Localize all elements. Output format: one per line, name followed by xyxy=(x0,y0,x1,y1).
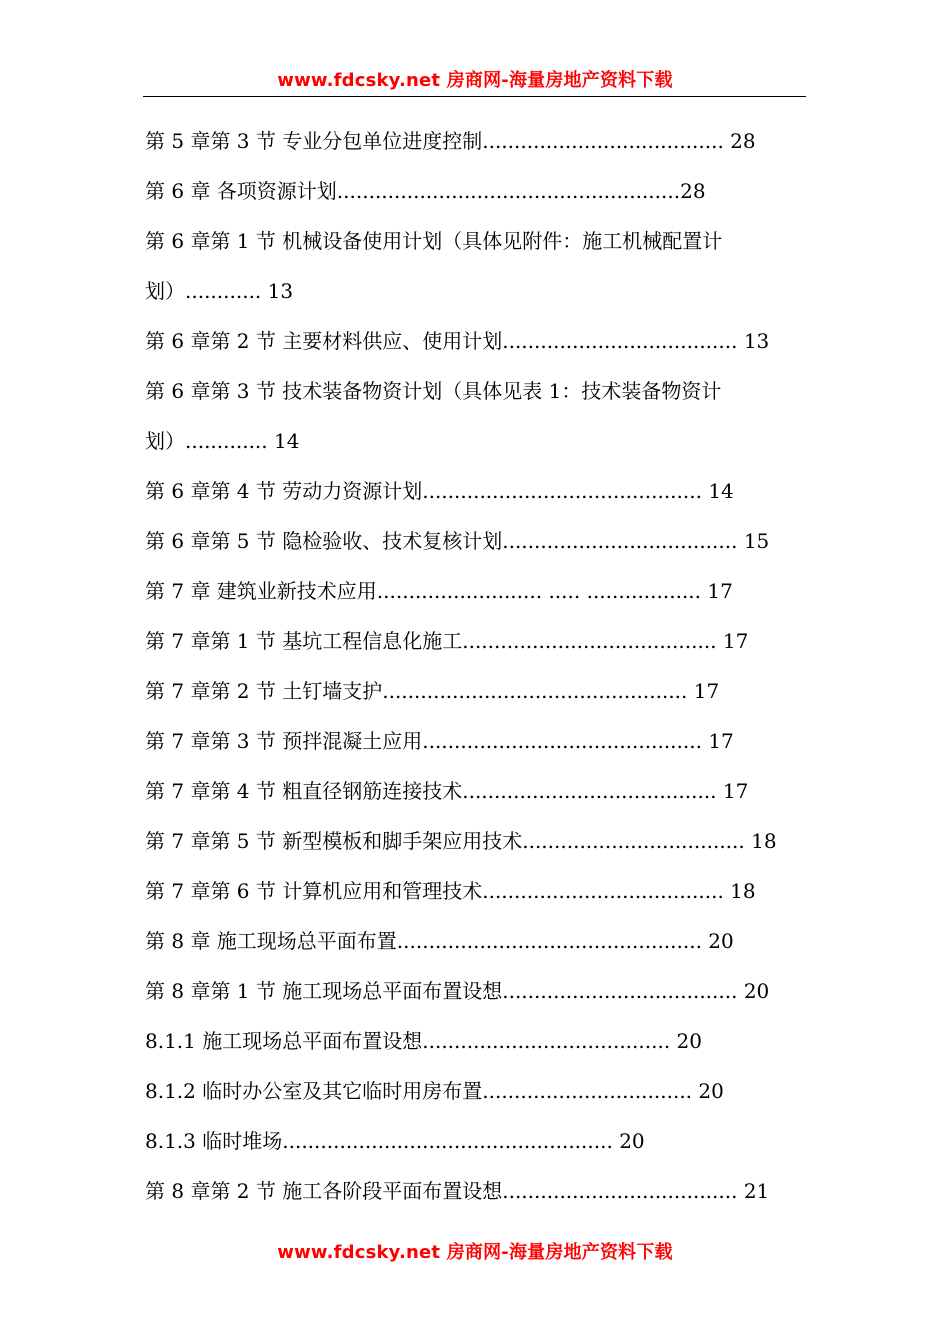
header-divider xyxy=(143,96,806,97)
toc-entry: 第 6 章第 4 节 劳动力资源计划............................................ 14 xyxy=(145,479,734,503)
toc-entry: 划）............. 14 xyxy=(145,429,300,453)
toc-entry: 第 6 章第 1 节 机械设备使用计划（具体见附件：施工机械配置计 xyxy=(145,229,723,253)
toc-entry: 第 5 章第 3 节 专业分包单位进度控制...................................... 28 xyxy=(145,129,756,153)
toc-entry: 第 7 章第 3 节 预拌混凝土应用............................................ 17 xyxy=(145,729,734,753)
toc-entry: 第 7 章第 2 节 土钉墙支护................................................ 17 xyxy=(145,679,720,703)
toc-entry: 第 6 章第 5 节 隐检验收、技术复核计划..................................... 15 xyxy=(145,529,770,553)
toc-entry: 第 8 章第 1 节 施工现场总平面布置设想..................................... 20 xyxy=(145,979,770,1003)
toc-entry: 第 7 章 建筑业新技术应用.......................... ..... .................. 17 xyxy=(145,579,733,603)
toc-entry: 8.1.2 临时办公室及其它临时用房布置................................. 20 xyxy=(145,1079,724,1103)
toc-entry: 8.1.1 施工现场总平面布置设想....................................... 20 xyxy=(145,1029,702,1053)
toc-entry: 第 7 章第 5 节 新型模板和脚手架应用技术................................... 18 xyxy=(145,829,777,853)
toc-entry: 第 7 章第 1 节 基坑工程信息化施工........................................ 17 xyxy=(145,629,749,653)
footer-banner: www.fdcsky.net 房商网-海量房地产资料下载 xyxy=(277,1242,673,1263)
toc-entry: 第 6 章第 3 节 技术装备物资计划（具体见表 1：技术装备物资计 xyxy=(145,379,722,403)
toc-entry: 第 7 章第 6 节 计算机应用和管理技术...................................... 18 xyxy=(145,879,756,903)
table-of-contents xyxy=(145,116,805,1216)
toc-entry: 第 8 章 施工现场总平面布置................................................ 20 xyxy=(145,929,734,953)
toc-entry: 第 6 章 各项资源计划......................................................28 xyxy=(145,179,706,203)
toc-entry: 第 7 章第 4 节 粗直径钢筋连接技术........................................ 17 xyxy=(145,779,749,803)
header-banner: www.fdcsky.net 房商网-海量房地产资料下载 xyxy=(277,70,673,91)
toc-entry: 第 6 章第 2 节 主要材料供应、使用计划..................................... 13 xyxy=(145,329,770,353)
toc-entry: 划）............ 13 xyxy=(145,279,294,303)
toc-entry: 第 8 章第 2 节 施工各阶段平面布置设想..................................... 21 xyxy=(145,1179,770,1203)
toc-entry: 8.1.3 临时堆场.................................................... 20 xyxy=(145,1129,645,1153)
